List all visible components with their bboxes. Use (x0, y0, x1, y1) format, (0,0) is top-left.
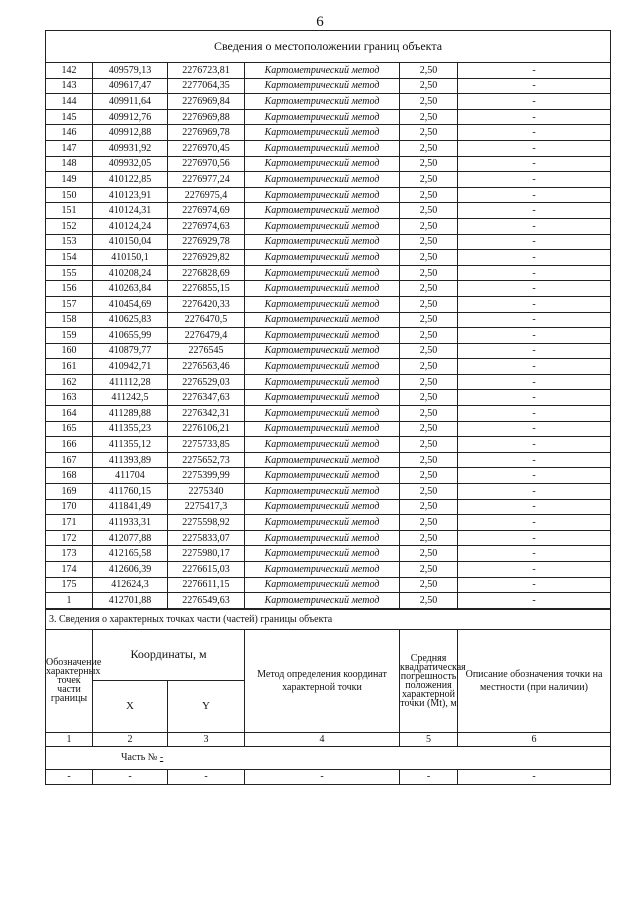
table-row (46, 109, 611, 125)
page-number: 6 (316, 14, 324, 30)
y-coordinate: 2275340 (168, 484, 245, 500)
accuracy: 2,50 (400, 218, 458, 234)
description: - (458, 328, 611, 344)
description: - (458, 359, 611, 375)
table-row (46, 390, 611, 406)
x-header: X (93, 680, 168, 732)
point-number: 165 (46, 421, 93, 437)
method: Картометрический метод (245, 437, 400, 453)
method: Картометрический метод (245, 562, 400, 578)
point-number: 161 (46, 359, 93, 375)
method: Картометрический метод (245, 250, 400, 266)
description: - (458, 78, 611, 94)
accuracy: 2,50 (400, 390, 458, 406)
description-header: Описание обозначения точки на местности (при наличии) (458, 629, 611, 732)
accuracy: 2,50 (400, 63, 458, 79)
table-row (46, 312, 611, 328)
point-number: 154 (46, 250, 93, 266)
accuracy-header: Средняя квадратическая погрешность положения характерной точки (Mt), м (400, 629, 458, 732)
table-row (46, 437, 611, 453)
x-coordinate: 411242,5 (93, 390, 168, 406)
empty-data-row (46, 769, 611, 784)
accuracy: 2,50 (400, 234, 458, 250)
point-number: 147 (46, 140, 93, 156)
description: - (458, 515, 611, 531)
description: - (458, 577, 611, 593)
description: - (458, 452, 611, 468)
boundary-points-table (45, 30, 611, 609)
x-coordinate: 410150,04 (93, 234, 168, 250)
x-coordinate: 411289,88 (93, 406, 168, 422)
y-coordinate: 2275733,85 (168, 437, 245, 453)
col-number: 6 (458, 732, 611, 746)
method: Картометрический метод (245, 452, 400, 468)
description: - (458, 234, 611, 250)
table-row (46, 374, 611, 390)
part-label (46, 746, 611, 769)
part-points-table (45, 609, 611, 785)
point-number: 144 (46, 94, 93, 110)
section-title: Сведения о местоположении границ объекта (46, 31, 611, 63)
description: - (458, 374, 611, 390)
y-coordinate: 2276479,4 (168, 328, 245, 344)
point-number: 174 (46, 562, 93, 578)
y-coordinate: 2275980,17 (168, 546, 245, 562)
method: Картометрический метод (245, 499, 400, 515)
table-row (46, 234, 611, 250)
description: - (458, 530, 611, 546)
description: - (458, 406, 611, 422)
method: Картометрический метод (245, 406, 400, 422)
point-number: 157 (46, 296, 93, 312)
description: - (458, 343, 611, 359)
description: - (458, 94, 611, 110)
table-row (46, 530, 611, 546)
point-number: 173 (46, 546, 93, 562)
table-row (46, 203, 611, 219)
table-row (46, 328, 611, 344)
point-number: 142 (46, 63, 93, 79)
description: - (458, 187, 611, 203)
y-coordinate: 2276615,03 (168, 562, 245, 578)
x-coordinate: 411704 (93, 468, 168, 484)
x-coordinate: 411355,12 (93, 437, 168, 453)
method: Картометрический метод (245, 109, 400, 125)
description: - (458, 281, 611, 297)
table-row (46, 406, 611, 422)
description: - (458, 125, 611, 141)
point-number: 163 (46, 390, 93, 406)
accuracy: 2,50 (400, 359, 458, 375)
col-number: 1 (46, 732, 93, 746)
point-number: 155 (46, 265, 93, 281)
accuracy: 2,50 (400, 140, 458, 156)
y-coordinate: 2276855,15 (168, 281, 245, 297)
accuracy: 2,50 (400, 530, 458, 546)
description: - (458, 63, 611, 79)
x-coordinate: 409911,64 (93, 94, 168, 110)
x-coordinate: 410879,77 (93, 343, 168, 359)
x-coordinate: 409579,13 (93, 63, 168, 79)
description: - (458, 484, 611, 500)
y-coordinate: 2276977,24 (168, 172, 245, 188)
description: - (458, 421, 611, 437)
table-cell: - (458, 769, 611, 784)
y-coordinate: 2276929,82 (168, 250, 245, 266)
col-number: 3 (168, 732, 245, 746)
description: - (458, 265, 611, 281)
x-coordinate: 409912,88 (93, 125, 168, 141)
accuracy: 2,50 (400, 328, 458, 344)
document-sheet (45, 30, 610, 785)
point-number: 143 (46, 78, 93, 94)
table-row (46, 172, 611, 188)
part-row (46, 746, 611, 769)
point-number: 169 (46, 484, 93, 500)
accuracy: 2,50 (400, 187, 458, 203)
table-cell: - (93, 769, 168, 784)
point-number: 146 (46, 125, 93, 141)
y-coordinate: 2276563,46 (168, 359, 245, 375)
table-row (46, 562, 611, 578)
y-coordinate: 2275399,99 (168, 468, 245, 484)
method: Картометрический метод (245, 172, 400, 188)
table-cell: - (168, 769, 245, 784)
table-row (46, 359, 611, 375)
method: Картометрический метод (245, 78, 400, 94)
table-cell: - (46, 769, 93, 784)
description: - (458, 296, 611, 312)
method: Картометрический метод (245, 125, 400, 141)
x-coordinate: 410122,85 (93, 172, 168, 188)
y-coordinate: 2276106,21 (168, 421, 245, 437)
x-coordinate: 411355,23 (93, 421, 168, 437)
accuracy: 2,50 (400, 296, 458, 312)
y-coordinate: 2276723,81 (168, 63, 245, 79)
x-coordinate: 409932,05 (93, 156, 168, 172)
accuracy: 2,50 (400, 468, 458, 484)
table-row (46, 187, 611, 203)
point-number: 166 (46, 437, 93, 453)
method: Картометрический метод (245, 359, 400, 375)
y-coordinate: 2276611,15 (168, 577, 245, 593)
table-row (46, 281, 611, 297)
x-coordinate: 410123,91 (93, 187, 168, 203)
table-row (46, 218, 611, 234)
x-coordinate: 410625,83 (93, 312, 168, 328)
y-coordinate: 2276529,03 (168, 374, 245, 390)
x-coordinate: 410124,31 (93, 203, 168, 219)
table-row (46, 421, 611, 437)
y-header: Y (168, 680, 245, 732)
point-number: 151 (46, 203, 93, 219)
method: Картометрический метод (245, 593, 400, 609)
col-number: 2 (93, 732, 168, 746)
point-number: 149 (46, 172, 93, 188)
x-coordinate: 412165,58 (93, 546, 168, 562)
accuracy: 2,50 (400, 374, 458, 390)
x-coordinate: 412077,88 (93, 530, 168, 546)
coordinates-header: Координаты, м (93, 629, 245, 680)
point-number: 164 (46, 406, 93, 422)
accuracy: 2,50 (400, 312, 458, 328)
accuracy: 2,50 (400, 499, 458, 515)
method: Картометрический метод (245, 343, 400, 359)
x-coordinate: 410124,24 (93, 218, 168, 234)
method: Картометрический метод (245, 63, 400, 79)
table-row (46, 250, 611, 266)
method: Картометрический метод (245, 546, 400, 562)
method: Картометрический метод (245, 94, 400, 110)
point-designation-header: Обозначение характерных точек части границы (46, 629, 93, 732)
method: Картометрический метод (245, 218, 400, 234)
accuracy: 2,50 (400, 156, 458, 172)
y-coordinate: 2276342,31 (168, 406, 245, 422)
x-coordinate: 412606,39 (93, 562, 168, 578)
x-coordinate: 409931,92 (93, 140, 168, 156)
accuracy: 2,50 (400, 437, 458, 453)
method: Картометрический метод (245, 421, 400, 437)
table-row (46, 156, 611, 172)
point-number: 160 (46, 343, 93, 359)
y-coordinate: 2275652,73 (168, 452, 245, 468)
y-coordinate: 2276347,63 (168, 390, 245, 406)
y-coordinate: 2276828,69 (168, 265, 245, 281)
accuracy: 2,50 (400, 109, 458, 125)
point-number: 171 (46, 515, 93, 531)
accuracy: 2,50 (400, 250, 458, 266)
y-coordinate: 2276420,33 (168, 296, 245, 312)
y-coordinate: 2276969,84 (168, 94, 245, 110)
method: Картометрический метод (245, 140, 400, 156)
description: - (458, 140, 611, 156)
description: - (458, 437, 611, 453)
point-number: 170 (46, 499, 93, 515)
y-coordinate: 2276975,4 (168, 187, 245, 203)
method: Картометрический метод (245, 187, 400, 203)
table-row (46, 265, 611, 281)
method: Картометрический метод (245, 312, 400, 328)
point-number: 152 (46, 218, 93, 234)
point-number: 172 (46, 530, 93, 546)
x-coordinate: 411760,15 (93, 484, 168, 500)
y-coordinate: 2275417,3 (168, 499, 245, 515)
point-number: 153 (46, 234, 93, 250)
description: - (458, 562, 611, 578)
description: - (458, 390, 611, 406)
accuracy: 2,50 (400, 562, 458, 578)
section-header-row (46, 31, 611, 63)
accuracy: 2,50 (400, 94, 458, 110)
accuracy: 2,50 (400, 546, 458, 562)
accuracy: 2,50 (400, 421, 458, 437)
method: Картометрический метод (245, 515, 400, 531)
table-row (46, 78, 611, 94)
description: - (458, 250, 611, 266)
description: - (458, 312, 611, 328)
x-coordinate: 411112,28 (93, 374, 168, 390)
description: - (458, 218, 611, 234)
accuracy: 2,50 (400, 593, 458, 609)
accuracy: 2,50 (400, 78, 458, 94)
description: - (458, 546, 611, 562)
x-coordinate: 409617,47 (93, 78, 168, 94)
table-row (46, 94, 611, 110)
point-number: 159 (46, 328, 93, 344)
x-coordinate: 409912,76 (93, 109, 168, 125)
accuracy: 2,50 (400, 484, 458, 500)
method: Картометрический метод (245, 328, 400, 344)
point-number: 168 (46, 468, 93, 484)
accuracy: 2,50 (400, 125, 458, 141)
accuracy: 2,50 (400, 343, 458, 359)
point-number: 175 (46, 577, 93, 593)
section3-title-row (46, 609, 611, 629)
method: Картометрический метод (245, 296, 400, 312)
x-coordinate: 410150,1 (93, 250, 168, 266)
table-cell: - (400, 769, 458, 784)
method: Картометрический метод (245, 530, 400, 546)
part-number: - (159, 752, 164, 764)
point-number: 158 (46, 312, 93, 328)
table-row (46, 577, 611, 593)
accuracy: 2,50 (400, 577, 458, 593)
y-coordinate: 2277064,35 (168, 78, 245, 94)
x-coordinate: 410454,69 (93, 296, 168, 312)
method: Картометрический метод (245, 234, 400, 250)
method: Картометрический метод (245, 484, 400, 500)
x-coordinate: 410655,99 (93, 328, 168, 344)
y-coordinate: 2276974,63 (168, 218, 245, 234)
section3-title: 3. Сведения о характерных точках части (частей) границы объекта (46, 609, 611, 629)
point-number: 167 (46, 452, 93, 468)
x-coordinate: 410208,24 (93, 265, 168, 281)
x-coordinate: 411933,31 (93, 515, 168, 531)
part-label-text: Часть № (121, 752, 158, 764)
method: Картометрический метод (245, 577, 400, 593)
x-coordinate: 412701,88 (93, 593, 168, 609)
point-number: 148 (46, 156, 93, 172)
description: - (458, 593, 611, 609)
section3-header-row (46, 629, 611, 680)
table-row (46, 63, 611, 79)
point-number: 1 (46, 593, 93, 609)
table-cell: - (245, 769, 400, 784)
table-row (46, 452, 611, 468)
x-coordinate: 411393,89 (93, 452, 168, 468)
y-coordinate: 2276970,56 (168, 156, 245, 172)
point-number: 150 (46, 187, 93, 203)
method: Картометрический метод (245, 203, 400, 219)
description: - (458, 109, 611, 125)
method: Картометрический метод (245, 265, 400, 281)
description: - (458, 172, 611, 188)
table-row (46, 515, 611, 531)
accuracy: 2,50 (400, 452, 458, 468)
method-header: Метод определения координат характерной точки (245, 629, 400, 732)
description: - (458, 203, 611, 219)
y-coordinate: 2275598,92 (168, 515, 245, 531)
y-coordinate: 2276969,88 (168, 109, 245, 125)
table-row (46, 125, 611, 141)
col-number: 4 (245, 732, 400, 746)
y-coordinate: 2276545 (168, 343, 245, 359)
method: Картометрический метод (245, 468, 400, 484)
accuracy: 2,50 (400, 281, 458, 297)
point-number: 162 (46, 374, 93, 390)
y-coordinate: 2276929,78 (168, 234, 245, 250)
method: Картометрический метод (245, 156, 400, 172)
table-row (46, 468, 611, 484)
table-row (46, 546, 611, 562)
description: - (458, 499, 611, 515)
method: Картометрический метод (245, 390, 400, 406)
method: Картометрический метод (245, 281, 400, 297)
accuracy: 2,50 (400, 515, 458, 531)
table-row (46, 140, 611, 156)
y-coordinate: 2276970,45 (168, 140, 245, 156)
table-row (46, 296, 611, 312)
table-row (46, 593, 611, 609)
accuracy: 2,50 (400, 203, 458, 219)
accuracy: 2,50 (400, 172, 458, 188)
x-coordinate: 410942,71 (93, 359, 168, 375)
description: - (458, 156, 611, 172)
col-number: 5 (400, 732, 458, 746)
description: - (458, 468, 611, 484)
accuracy: 2,50 (400, 406, 458, 422)
method: Картометрический метод (245, 374, 400, 390)
y-coordinate: 2276549,63 (168, 593, 245, 609)
y-coordinate: 2276969,78 (168, 125, 245, 141)
point-number: 145 (46, 109, 93, 125)
x-coordinate: 410263,84 (93, 281, 168, 297)
column-numbers-row (46, 732, 611, 746)
table-row (46, 484, 611, 500)
y-coordinate: 2275833,07 (168, 530, 245, 546)
accuracy: 2,50 (400, 265, 458, 281)
point-number: 156 (46, 281, 93, 297)
x-coordinate: 412624,3 (93, 577, 168, 593)
x-coordinate: 411841,49 (93, 499, 168, 515)
y-coordinate: 2276470,5 (168, 312, 245, 328)
table-row (46, 499, 611, 515)
y-coordinate: 2276974,69 (168, 203, 245, 219)
table-row (46, 343, 611, 359)
